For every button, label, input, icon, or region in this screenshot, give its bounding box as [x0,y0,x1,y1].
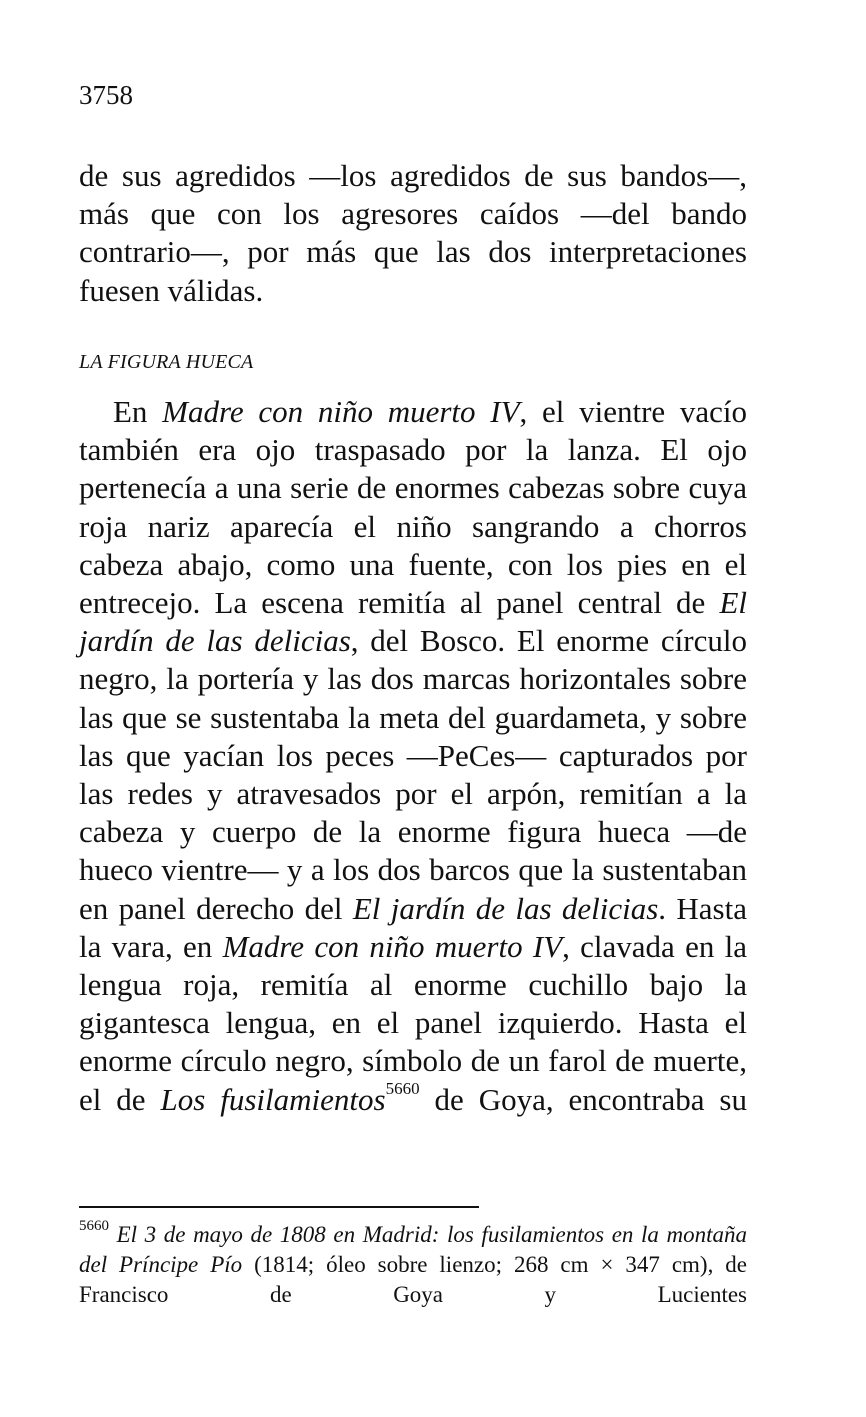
artwork-title: Madre con niño muerto IV [162,394,520,429]
footnote-marker: 5660 [79,1218,109,1235]
text-run: . Hasta la vara, en [79,890,747,964]
text-run: En [113,394,163,429]
paragraph-continuation: de sus agredidos —los agredidos de sus bandos—, más que con los agresores caídos —del bando contrario—, por más que las dos interpretaciones fuesen válidas. [79,158,747,308]
paragraph-main [79,393,747,1119]
footnote-reference[interactable]: 5660 [385,1079,420,1099]
text-run: , clavada en la lengua roja, remitía al enorme cuchillo bajo la gigantesca lengua, en el panel izquierdo. Hasta el enorme círculo negro, símbolo de un farol de muerte, el de [79,928,748,1117]
footnote-rule [79,1206,479,1208]
footnote-artwork-title: El 3 de mayo de 1808 en Madrid: los fusilamientos en la montaña del Príncipe Pío [79,1222,748,1277]
artwork-title: Madre con niño muerto IV [222,928,563,964]
footnote [79,1220,747,1310]
text-run: de Goya, encontraba su [419,1081,747,1117]
artwork-title: El jardín de las delicias [79,585,747,659]
text-run: , del Bosco. El enorme círculo negro, la portería y las dos marcas horizontales sobre las que se sustentaba la meta del guardameta, y sobre las que yacían los peces —PeCes— capturados por las redes y atravesados por el arpón, remitían a la cabeza y cuerpo de la enorme figura hueca —de hueco vientre— y a los dos barcos que la sustentaban en panel derecho del [79,623,747,926]
artwork-title: El jardín de las delicias [352,890,659,926]
artwork-title: Los fusilamientos [160,1081,386,1117]
text-run: , el vientre vacío también era ojo traspasado por la lanza. El ojo pertenecía a una serie de enormes cabezas sobre cuya roja nariz aparecía el niño sangrando a chorros cabeza abajo, como una fuente, con los pies en el entrecejo. La escena remitía al panel central de [79,394,748,621]
page-number: 3758 [79,80,133,110]
section-heading: LA FIGURA HUECA [79,351,254,373]
footnote-text: (1814; óleo sobre lienzo; 268 cm × 347 cm), de Francisco de Goya y Lucientes [79,1252,747,1307]
